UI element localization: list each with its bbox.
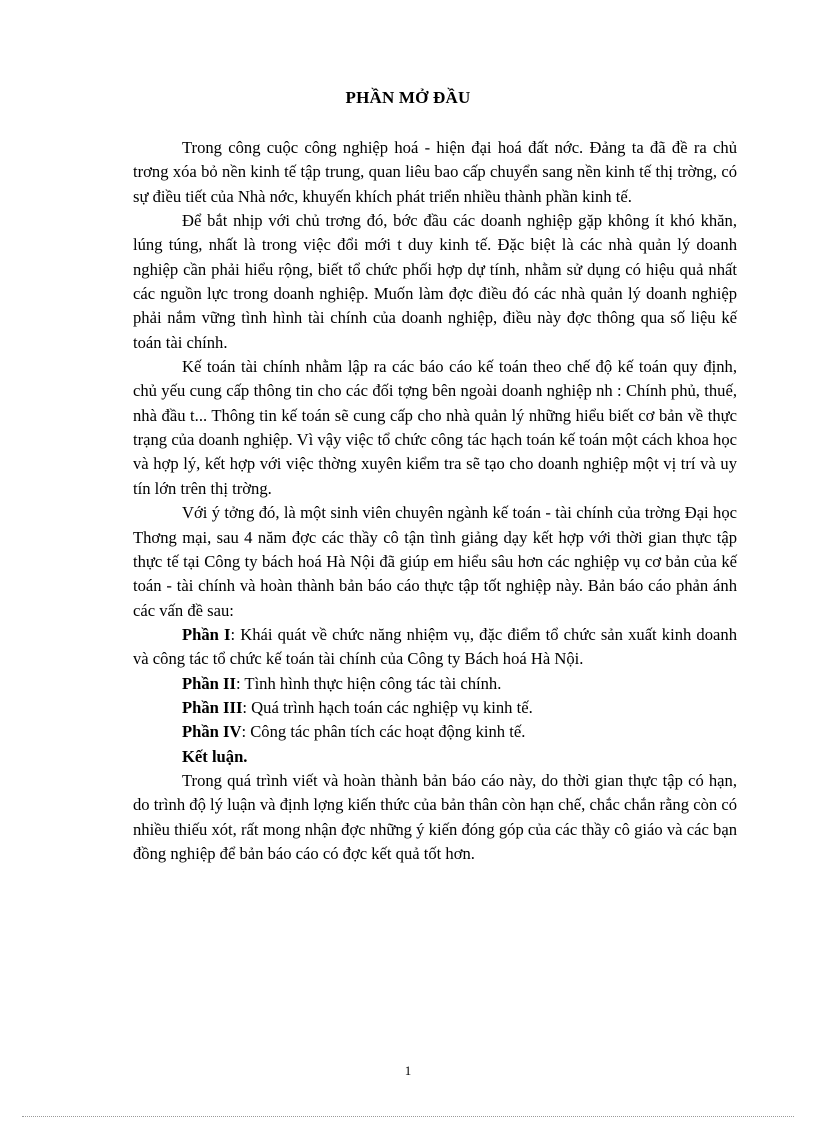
section-label: Phần IV [182,722,242,742]
paragraph-context: Để bắt nhịp với chủ trơng đó, bớc đầu các doanh nghiệp gặp không ít khó khăn, lúng túng, nhất là trong việc đổi mới t duy kinh tế. Đặc biệt là các nhà quản lý doanh nghiệp cần phải hiểu rộng, biết tổ chức phối hợp dự tính, nhằm sử dụng có hiệu quả nhất các nguồn lực trong doanh nghiệp. Muốn làm đợc điều đó các nhà quản lý doanh nghiệp phải nắm vững tình hình tài chính của doanh nghiệp, điều này đợc thông qua số liệu kế toán tài chính. [133,211,737,352]
conclusion-heading: Kết luận. [182,746,248,766]
section-label: Phần I [182,624,231,644]
paragraph-intro: Trong công cuộc công nghiệp hoá - hiện đại hoá đất nớc. Đảng ta đã đề ra chủ trơng xóa bỏ nền kinh tế tập trung, quan liêu bao cấp chuyển sang nền kinh tế thị trờng, có sự điều tiết của Nhà nớc, khuyến khích phát triển nhiều thành phần kinh tế. [133,138,737,206]
section-text: : Công tác phân tích các hoạt động kinh tế. [241,722,526,742]
section-text: : Tình hình thực hiện công tác tài chính. [235,673,502,693]
page-title: PHẦN MỞ ĐẦU [345,88,471,107]
section-item-1 [133,623,737,672]
paragraph-purpose: Với ý tởng đó, là một sinh viên chuyên ngành kế toán - tài chính của trờng Đại học Thơng mại, sau 4 năm đợc các thầy cô tận tình giảng dạy kết hợp với thời gian thực tập thực tế tại Công ty bách hoá Hà Nội đã giúp em hiểu sâu hơn các nghiệp vụ cơ bản của kế toán - tài chính và hoàn thành bản báo cáo thực tập tốt nghiệp này. Bản báo cáo phản ánh các vấn đề sau: [133,503,737,620]
section-item-3 [133,696,737,720]
section-label: Phần III [182,697,243,717]
section-text: : Khái quát về chức năng nhiệm vụ, đặc điểm tổ chức sản xuất kinh doanh và công tác tổ chức kế toán tài chính của Công ty Bách hoá Hà Nội. [133,624,737,669]
paragraph-closing: Trong quá trình viết và hoàn thành bản báo cáo này, do thời gian thực tập có hạn, do trình độ lý luận và định lợng kiến thức của bản thân còn hạn chế, chắc chắn rằng còn có nhiều thiếu xót, rất mong nhận đợc những ý kiến đóng góp của các thầy cô giáo và các bạn đồng nghiệp để bản báo cáo có đợc kết quả tốt hơn. [133,770,737,863]
document-body [133,136,737,866]
section-item-4 [133,720,737,744]
section-text: : Quá trình hạch toán các nghiệp vụ kinh tế. [242,697,533,717]
section-label: Phần II [182,673,236,693]
section-item-2 [133,672,737,696]
footer-divider [22,1116,794,1117]
page-number: 1 [404,1063,412,1078]
paragraph-accounting: Kế toán tài chính nhằm lập ra các báo cáo kế toán theo chế độ kế toán quy định, chủ yếu cung cấp thông tin cho các đối tợng bên ngoài doanh nghiệp nh : Chính phủ, thuế, nhà đầu t... Thông tin kế toán sẽ cung cấp cho nhà quản lý những hiểu biết cơ bản về thực trạng của doanh nghiệp. Vì vậy việc tổ chức công tác hạch toán kế toán một cách khoa học và hợp lý, kết hợp với việc thờng xuyên kiểm tra sẽ tạo cho doanh nghiệp một vị trí và uy tín lớn trên thị trờng. [133,357,737,498]
